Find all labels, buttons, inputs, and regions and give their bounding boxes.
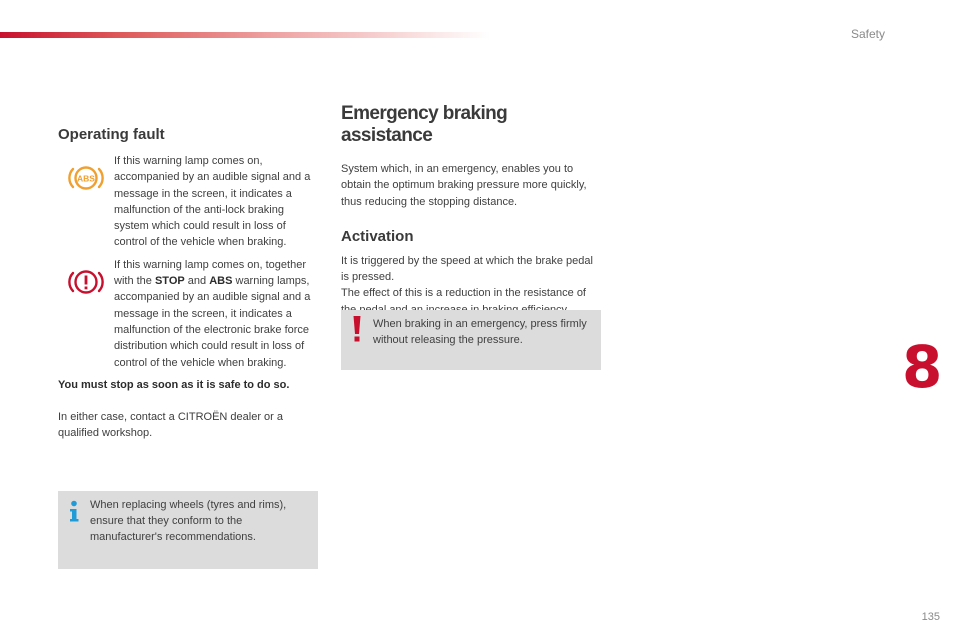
brake-warning-entry [58,257,320,371]
stop-lamp-label: STOP [154,275,185,288]
abs-icon-label: ABS [77,173,95,184]
info-note-box [58,491,318,569]
abs-warning-text: If this warning lamp comes on, accompanied by an audible signal and a message in the screen, it indicates a malfunction of the anti-lock braking system which could result in loss of control of the vehicle when braking. [114,155,311,249]
info-icon [67,500,81,522]
abs-lamp-label: ABS [209,275,233,288]
warning-note-box [341,310,601,370]
emergency-intro-text: System which, in an emergency, enables you to obtain the optimum braking pressure more quickly, thus reducing the stopping distance. [341,163,587,208]
brake-text-and: and [184,275,210,288]
brake-warning-icon [66,267,106,297]
brake-text-part2: warning lamps, accompanied by an audible signal and a message in the screen, it indicates a malfunction of the electronic brake force distribution which could result in loss of control of the vehicle when braking. [114,275,311,369]
info-note-text: When replacing wheels (tyres and rims), ensure that they conform to the manufacturer's recommendations. [90,499,287,543]
operating-fault-section [58,126,320,441]
header-accent-bar [0,32,490,38]
warning-note-text: When braking in an emergency, press firmly without releasing the pressure. [373,318,587,346]
emergency-braking-section [341,103,599,318]
abs-warning-icon [66,163,106,193]
exclamation-icon [352,315,362,343]
brake-warning-text [114,257,320,371]
activation-text-1: It is triggered by the speed at which the brake pedal is pressed. [341,254,593,284]
activation-heading: Activation [341,227,414,245]
section-title: Safety [850,27,885,41]
operating-fault-heading: Operating fault [58,126,165,143]
contact-dealer-text: In either case, contact a CITROËN dealer or a qualified workshop. [58,410,283,440]
emergency-braking-heading: Emergency braking assistance [341,103,508,146]
page-number: 135 [921,611,940,623]
must-stop-warning: You must stop as soon as it is safe to do so. [58,378,290,391]
activation-text-2: The effect of this is a reduction in the resistance of [341,287,586,300]
abs-warning-entry [58,153,320,251]
chapter-number: 8 [902,333,943,401]
brake-text-part1: If this warning lamp comes on, together with the [114,258,306,288]
